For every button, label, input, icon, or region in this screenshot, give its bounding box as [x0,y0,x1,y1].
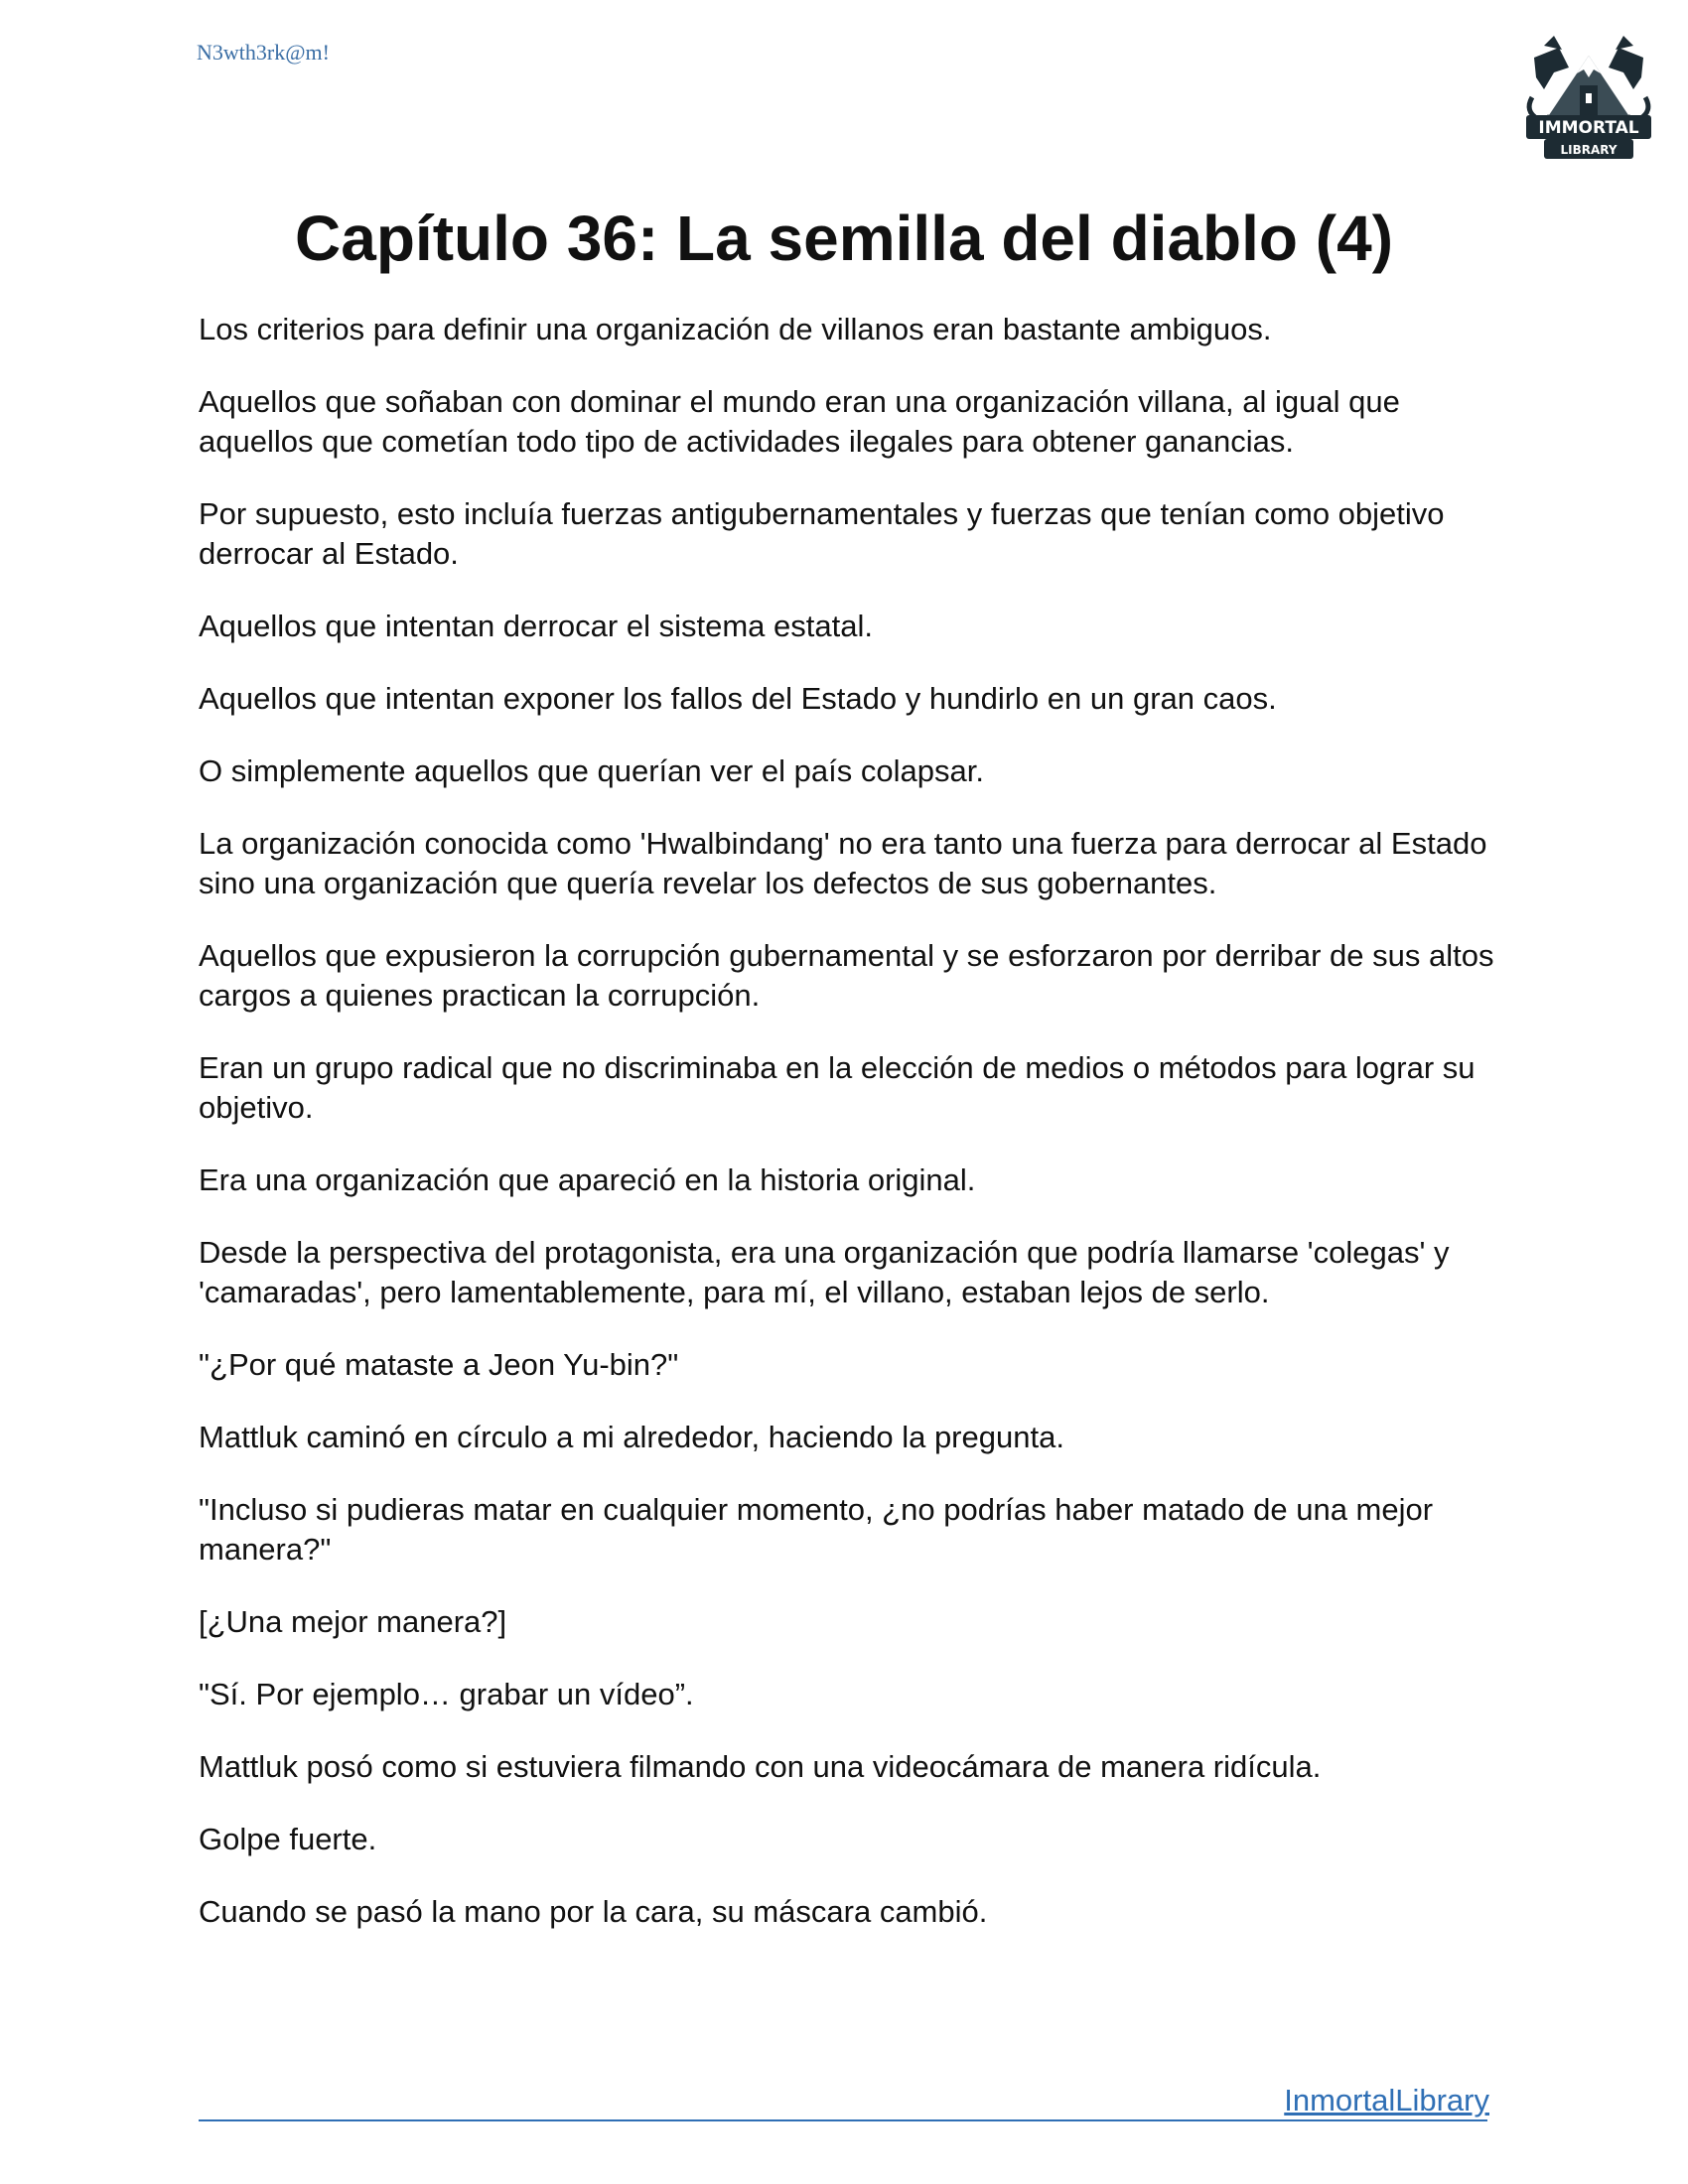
paragraph: O simplemente aquellos que querían ver el país colapsar. [199,753,984,788]
paragraph: Cuando se pasó la mano por la cara, su máscara cambió. [199,1894,988,1929]
paragraph: Aquellos que intentan exponer los fallos del Estado y hundirlo en un gran caos. [199,681,1277,716]
logo-line1: IMMORTAL [1538,118,1639,138]
paragraph: Los criterios para definir una organización de villanos eran bastante ambiguos. [199,312,1272,346]
paragraph: [¿Una mejor manera?] [199,1604,507,1639]
chapter-body [199,310,1509,1965]
paragraph: "Sí. Por ejemplo… grabar un vídeo”. [199,1677,694,1711]
immortal-library-logo [1514,28,1663,167]
paragraph: Aquellos que expusieron la corrupción gubernamental y se esforzaron por derribar de sus altos cargos a quienes practican la corrupción. [199,938,1494,1013]
paragraph: Era una organización que apareció en la historia original. [199,1162,976,1197]
paragraph: Aquellos que intentan derrocar el sistema estatal. [199,609,873,643]
header-tag: N3wth3rk@m! [197,40,330,65]
paragraph: "¿Por qué mataste a Jeon Yu-bin?" [199,1347,679,1382]
paragraph: Eran un grupo radical que no discriminaba en la elección de medios o métodos para lograr su objetivo. [199,1050,1476,1125]
footer-divider [199,2119,1487,2121]
logo-line2: LIBRARY [1560,143,1618,157]
paragraph: Por supuesto, esto incluía fuerzas antigubernamentales y fuerzas que tenían como objetivo derrocar al Estado. [199,496,1445,571]
logo-emblem-icon [1514,28,1663,167]
chapter-title: Capítulo 36: La semilla del diablo (4) [295,203,1393,274]
paragraph: Golpe fuerte. [199,1822,377,1856]
paragraph: Aquellos que soñaban con dominar el mundo eran una organización villana, al igual que aquellos que cometían todo tipo de actividades ilegales para obtener ganancias. [199,384,1400,459]
paragraph: La organización conocida como 'Hwalbindang' no era tanto una fuerza para derrocar al Estado sino una organización que quería revelar los defectos de sus gobernantes. [199,826,1487,900]
paragraph: "Incluso si pudieras matar en cualquier momento, ¿no podrías haber matado de una mejor manera?" [199,1492,1434,1567]
paragraph: Mattluk caminó en círculo a mi alrededor, haciendo la pregunta. [199,1420,1064,1454]
paragraph: Desde la perspectiva del protagonista, era una organización que podría llamarse 'colegas' y 'camaradas', pero lamentablemente, para mí, el villano, estaban lejos de serlo. [199,1235,1450,1309]
footer-library-link[interactable]: InmortalLibrary [1284,2083,1489,2117]
paragraph: Mattluk posó como si estuviera filmando con una videocámara de manera ridícula. [199,1749,1322,1784]
